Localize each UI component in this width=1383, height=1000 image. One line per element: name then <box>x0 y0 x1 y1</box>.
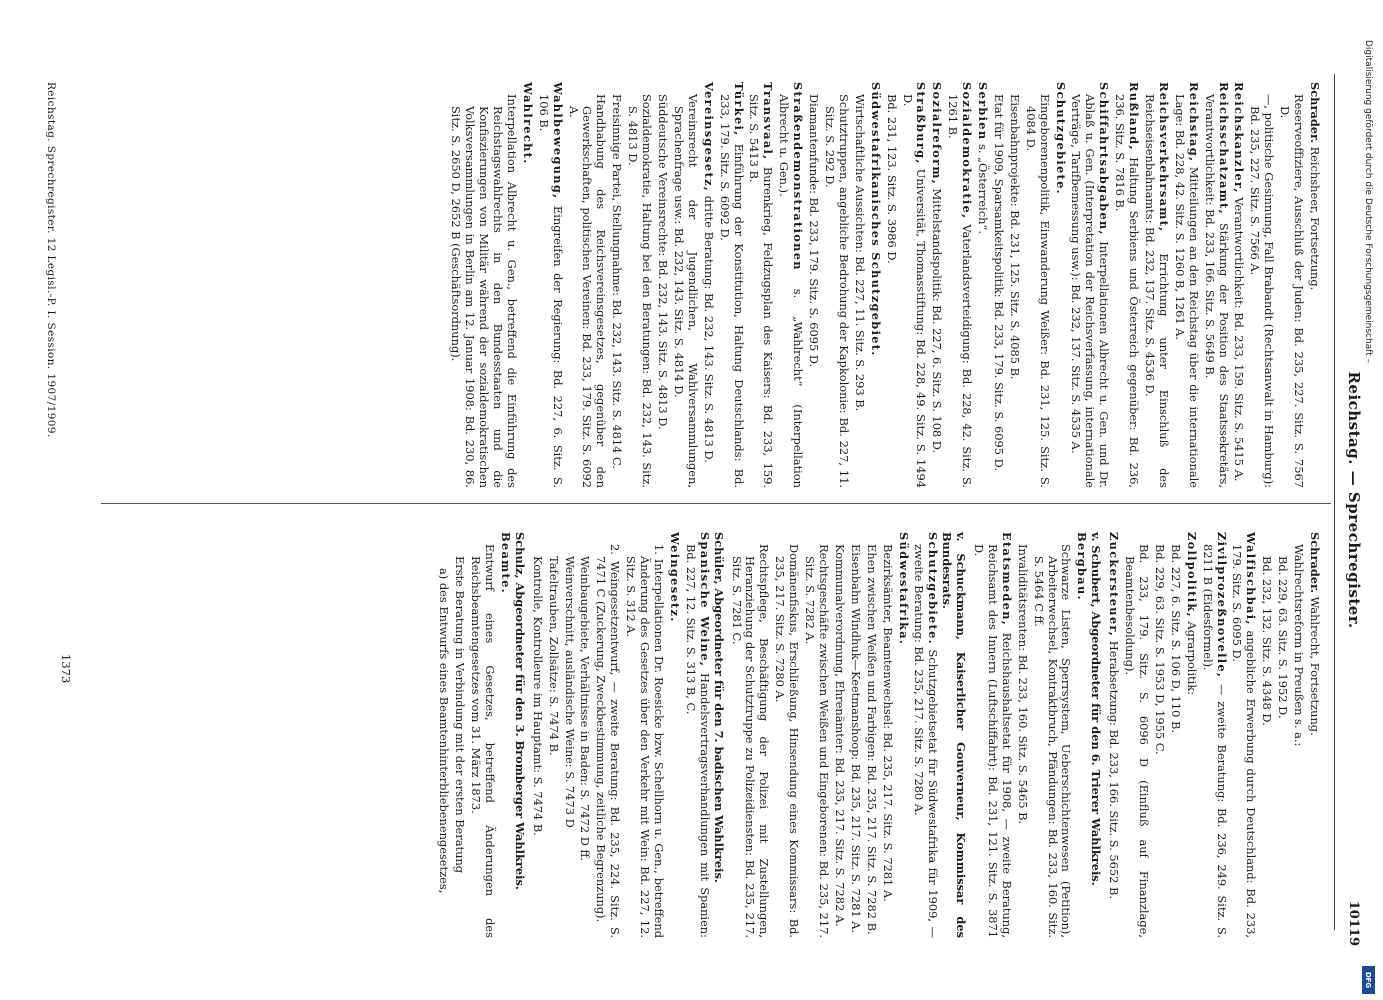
index-entry <box>772 532 800 938</box>
index-entry <box>683 532 711 938</box>
dfg-logo-text: DFG <box>1364 971 1373 989</box>
column-heading <box>1307 532 1321 938</box>
entry-text: Eisenbahn Windhuk—Keetmanshoop: Bd. 235, 217. Sitz. S. 7281 A. <box>848 544 863 934</box>
index-entry <box>1142 82 1170 488</box>
speaker-name: v. Schubert, <box>1089 532 1104 608</box>
page-title: Reichstag. — Sprechregister. <box>1345 371 1363 629</box>
index-entry <box>884 82 898 488</box>
entry-text: 1. Interpellationen Dr. Roesicke bzw. Schellhorn u. Gen., betreffend Änderung des Gesetzes über den Verkehr mit Wein: Bd. 227, 12. Sitz. S. 312 A. <box>624 544 667 938</box>
entry-text: Schutzgebietsetat für Südwestafrika für 1909, — zweite Beratung: Bd. 235, 217. Sitz. S. 7280 A. <box>912 544 941 938</box>
entry-keyword: Zivilprozeßnovelle, <box>1214 532 1229 679</box>
index-entry <box>623 532 665 938</box>
entry-text: Interpellation Albrecht u. Gen., betreffend die Einführung des Reichstagswahlrechts in den Bundesstaaten und die Konfiszierungen von Militär während der sozialdemokratischen Volksversammlungen in Berlin am 12. Januar 1908: Bd. 230, 86. Sitz. S. 2650 D, 2652 B (Geschäftsordnung). <box>449 94 519 488</box>
index-entry <box>1106 532 1120 938</box>
index-entry <box>848 532 862 938</box>
index-entry <box>448 82 518 488</box>
entry-text: Haltung Serbiens und Österreich gegenüber: Bd. 236, 236. Sitz. S. 7816 B. <box>1113 94 1142 488</box>
page-number: 10119 <box>1346 900 1361 946</box>
index-entry <box>822 82 850 488</box>
entry-text: Handhabung des Reichsvereinsgesetzes, gegenüber den Gewerkschaften, politischen Vereinen: Bd. 233, 179. Sitz. S. 6092 A. <box>566 94 609 488</box>
index-entry <box>1007 82 1021 488</box>
heading-text: Wahlrecht, Fortsetzung. <box>1308 592 1322 736</box>
speaker-name: v. Schuckmann, <box>954 532 969 640</box>
index-entry <box>1053 82 1067 488</box>
entry-text: Ehen zwischen Weißen und Farbigen: Bd. 235, 217. Sitz. S. 7282 B. <box>864 544 879 935</box>
index-entry <box>991 82 1005 488</box>
entry-list <box>530 532 711 938</box>
entry-text: Erste Beratung in Verbindung mit der ersten Beratung <box>453 556 468 874</box>
index-entry <box>452 532 466 938</box>
index-entry <box>655 82 669 488</box>
index-entry <box>868 82 882 488</box>
bottom-page-number: 1373 <box>59 654 73 684</box>
entry-text: dritte Beratung: Bd. 232, 143. Sitz. S. 4813 D. <box>701 192 716 463</box>
entry-keyword: Rußland, <box>1127 82 1142 151</box>
index-entry <box>520 82 534 488</box>
entry-text: — zweite Beratung: Bd. 236, 249. Sitz. S. 8211 B (Eidesformel). <box>1200 544 1229 938</box>
index-entry <box>701 82 715 488</box>
index-entry <box>436 532 450 938</box>
entry-text: Wirtschaftliche Aussichten: Bd. 227, 11. Sitz. S. 293 B. <box>852 94 867 412</box>
column-heading <box>1307 82 1321 488</box>
entry-text: Bd. 229, 63. Sitz. S. 1952 D. <box>1276 556 1291 719</box>
entry-text: Handelsvertragsverhandlungen mit Spanien: Bd. 227, 12. Sitz. S. 313 B, C. <box>683 544 712 938</box>
index-entry <box>546 532 560 938</box>
entry-text: Kommunalverordnung, Ehrenämter: Bd. 235, 217. Sitz. S. 7282 A. <box>832 544 847 927</box>
entry-text: Bd. 232, 132. Sitz. S. 4348 D. <box>1260 556 1275 726</box>
index-entry <box>896 532 910 938</box>
entry-list <box>436 532 512 938</box>
index-entry <box>578 532 592 938</box>
entry-keyword: Reichsschatzamt, <box>1216 82 1231 215</box>
entry-keyword: Zollpolitik, <box>1184 532 1199 618</box>
entry-text: Entwurf eines Gesetzes, betreffend Änderungen des Reichsbeamtengesetzes vom 31. März 1873. <box>469 544 498 938</box>
index-entry <box>929 82 943 488</box>
speaker-heading <box>512 532 526 938</box>
heading-text: Reichsheer, Fortsetzung. <box>1308 142 1322 291</box>
entry-keyword: Südwestafrikanisches Schutzgebiet. <box>868 82 883 357</box>
entry-text: Stärkung der Position des Staatssekretärs, Verantwortlichkeit: Bd. 233, 166. Sitz. S. 5649 B. <box>1202 94 1231 488</box>
index-entry <box>864 532 878 938</box>
index-entry <box>671 82 699 488</box>
entry-keyword: Bergbau. <box>1075 532 1090 601</box>
index-entry <box>1015 532 1029 938</box>
index-entry <box>1230 532 1258 938</box>
entry-text: Diamantenfunde: Bd. 233, 179. Sitz. S. 6095 D. <box>807 94 822 368</box>
entry-text: —, politische Gesinnung, Fall Brabandt (Rechtsanwalt in Hamburg): Bd. 235, 227. Sitz. S. 7566 A. <box>1248 94 1277 488</box>
entry-text: Kontrolle, Kontrolleure im Hauptamt: S. 7474 B. <box>530 556 545 836</box>
index-entry <box>1275 532 1289 938</box>
entry-text: Sozialdemokratie, Haltung bei den Beratungen: Bd. 232, 143. Sitz. S. 4813 D. <box>626 94 655 488</box>
entry-keyword: Sozialreform, <box>930 82 945 185</box>
index-entry <box>802 532 830 938</box>
entry-text: Interpellationen Albrecht u. Gen. und Dr. Ablaß u. Gen. (Interpretation der Reichsverfassung, internationale Verträge, Tarifbemessung usw.): Bd. 232, 137. Sitz. S. 4535 A. <box>1069 94 1112 488</box>
index-entry <box>498 532 512 938</box>
index-entry <box>562 532 576 938</box>
index-entry <box>747 82 775 488</box>
index-entry <box>1069 82 1111 488</box>
speaker-heading <box>711 532 725 938</box>
entry-text: Invaliditätsrenten: Bd. 233, 160. Sitz. S. 5465 B. <box>1015 544 1030 825</box>
credit-text: Digitalisierung gefördert durch die Deutsche Forschungsgemeinschaft – <box>1363 40 1373 364</box>
index-entry <box>1202 82 1230 488</box>
entry-text: Einführung der Konstitution, Haltung Deutschlands: Bd. 233, 179. Sitz. S. 6092 D. <box>717 94 746 488</box>
entry-keyword: Serbien <box>976 82 991 141</box>
entry-text: Domänenfiskus, Erschließung, Hinsendung eines Kommissars: Bd. 235, 217. Sitz. S. 7280 A. <box>773 544 802 938</box>
speaker-desc: Abgeordneter für den 3. Bromberger Wahlkreis. <box>512 578 527 890</box>
left-column <box>446 82 1321 488</box>
entry-keyword: Reichskanzler, <box>1232 82 1247 194</box>
speaker-desc: Abgeordneter für den 7. badischen Wahlkreis. <box>711 584 726 883</box>
entry-text: angebliche Erwerbung durch Deutschland: Bd. 233, 179. Sitz. S. 6095 D. <box>1230 544 1259 938</box>
entry-text: Bd. 229, 63. Sitz. S. 1953 D, 1955 C. <box>1152 544 1167 755</box>
entry-text: Verantwortlichkeit: Bd. 233, 159. Sitz. S. 5415 A. <box>1232 193 1247 482</box>
entry-text: Mitteilungen an den Reichstag über die internationale Lage: Bd. 228, 42. Sitz. S. 1260 B, 1261 A. <box>1172 94 1201 488</box>
speaker-desc: Kaiserlicher Gouverneur, Kommissar des Bundesrats. <box>940 532 969 939</box>
digitization-credit <box>1361 40 1375 990</box>
index-entry <box>1152 532 1166 938</box>
entry-text: a) des Entwurfs eines Beamtenhinterbliebenengesetzes, <box>437 568 452 894</box>
entry-text: Bd. 227, 6. Sitz. S. 106 D, 110 B. <box>1168 544 1183 733</box>
entry-text: Tafeltrauben, Zollsätze: S. 7474 B. <box>546 556 561 756</box>
entry-list <box>971 532 1088 938</box>
index-entry <box>975 82 989 488</box>
entry-list <box>448 82 1305 488</box>
entry-text: Eisenbahnprojekte: Bd. 231, 125. Sitz. S. 4085 B. <box>1007 94 1022 380</box>
index-entry <box>609 82 623 488</box>
index-entry <box>566 82 608 488</box>
index-entry <box>900 82 928 488</box>
entry-text: s. „Österreich“. <box>976 140 991 234</box>
heading-name: Schrader. <box>1308 532 1322 593</box>
entry-keyword: Schutzgebiete. <box>926 532 941 645</box>
entry-text: Süddeutsche Vereinsrechte: Bd. 232, 143. Sitz. S. 4813 D. <box>656 94 671 430</box>
entry-text: Rechtspflege, Beschäftigung der Polizei mit Zustellungen, Heranziehung der Schutztruppe zu Polizeidiensten: Bd. 235, 217. Sitz. S. 7281 C. <box>729 544 772 938</box>
speaker-name: Schulz, <box>512 532 527 579</box>
entry-keyword: Wahlbewegung, <box>550 82 565 200</box>
entry-keyword: Beamte. <box>498 532 513 594</box>
index-entry <box>594 532 622 938</box>
entry-keyword: Reichsverkehrsamt, <box>1156 82 1171 233</box>
entry-text: Burenkrieg, Feldzugsplan des Kaisers: Bd. 233, 159. Sitz. S. 5413 B. <box>747 94 776 488</box>
entry-keyword: Straßendemonstrationen <box>791 82 806 271</box>
index-entry <box>1200 532 1228 938</box>
index-entry <box>852 82 866 488</box>
entry-text: Rechtsgeschäfte zwischen Weißen und Eingeborenen: Bd. 235, 217. Sitz. S. 7282 A. <box>803 544 831 938</box>
index-entry <box>1259 532 1273 938</box>
heading-name: Schrader. <box>1308 82 1322 143</box>
entry-text: Vaterlandsverteidigung: Bd. 228, 42. Sitz. S. 1261 B. <box>946 94 975 488</box>
entry-text: Bezirksämter, Beamtenwechsel: Bd. 235, 217. Sitz. S. 7281 A. <box>880 544 895 902</box>
index-entry <box>776 82 804 488</box>
entry-text: Weinbaugebiete, Verhältnisse in Baden: S. 7472 D ff. <box>578 556 593 861</box>
index-entry <box>880 532 894 938</box>
entry-keyword: Zuckersteuer, <box>1107 532 1122 638</box>
entry-text: s. „Wahlrecht“ (Interpellation Albrecht u. Gen.). <box>777 94 806 488</box>
index-entry <box>1291 532 1305 938</box>
speaker-heading <box>1088 532 1102 938</box>
entry-text: Schutztruppen, angebliche Bedrohung der Kapkolonie: Bd. 227, 11. Sitz. S. 292 D. <box>823 94 851 488</box>
index-entry <box>912 532 940 938</box>
entry-keyword: Schiffahrtsabgaben, <box>1097 82 1112 236</box>
entry-keyword: Transvaal, <box>761 82 776 161</box>
index-entry <box>1184 532 1198 938</box>
entry-list <box>729 532 940 938</box>
entry-text: Bd. 233, 179. Sitz. S. 6096 D (Einfluß auf Finanzlage, Beamtenbesoldung). <box>1123 544 1152 938</box>
index-entry <box>468 532 496 938</box>
index-entry <box>1232 82 1246 488</box>
index-entry <box>530 532 544 938</box>
index-entry <box>1172 82 1200 488</box>
entry-text: Errichtung unter Einschluß des Reichseisenbahnamts: Bd. 232, 137. Sitz. S. 4536 D. <box>1143 94 1171 488</box>
index-entry <box>1277 82 1305 488</box>
entry-text: Schwarze Listen, Sperrsystem, Ueberschichtenwesen (Petition), Arbeiterwechsel, Kontraktbruch, Pfändungen: Bd. 233, 160. Sitz. S. 5464 C ff. <box>1031 544 1074 938</box>
index-entry <box>1023 82 1051 488</box>
page-footer: Reichstag. Sprechregister. 12 Legisl.-P. I. Session. 1907/1909. <box>45 82 57 438</box>
dfg-logo <box>1362 966 1375 994</box>
index-entry <box>1247 82 1275 488</box>
entry-text: Eingreifen der Regierung: Bd. 227, 6. Sitz. S. 106 B. <box>536 94 565 488</box>
index-entry <box>536 82 564 488</box>
entry-keyword: Schutzgebiete. <box>1053 82 1068 195</box>
entry-text: 2. Weingesetzentwurf, — zweite Beratung: Bd. 235, 224. Sitz. S. 7471 C (Zuckerung, Zweckbestimmung, zeitliche Begrenzung). <box>594 544 623 938</box>
entry-text: Weinverschnitt, ausländische Weine: S. 7473 D <box>562 556 577 828</box>
entry-text: Herabsetzung: Bd. 233, 166. Sitz. S. 5652 B. <box>1107 637 1122 899</box>
speaker-desc: Abgeordneter für den 6. Trierer Wahlkreis. <box>1089 607 1104 886</box>
entry-text: Eingeborenenpolitik, Einwanderung Weißer: Bd. 231, 125. Sitz. S. 4084 D. <box>1023 94 1052 488</box>
speaker-name: Schüler, <box>711 532 726 585</box>
index-entry <box>1075 532 1089 938</box>
speaker-heading <box>939 532 967 938</box>
index-entry <box>1031 532 1073 938</box>
index-entry <box>806 82 820 488</box>
index-entry <box>1112 82 1140 488</box>
right-column <box>434 532 1321 938</box>
entry-keyword: Sozialdemokratie, <box>960 82 975 220</box>
entry-text: Reserveoffiziere, Ausschluß der Juden: Bd. 235, 227. Sitz. S. 7567 D. <box>1278 94 1307 488</box>
entry-text: Etat für 1909, Sparsamkeitspolitik: Bd. 233, 179. Sitz. S. 6095 D. <box>991 94 1006 471</box>
index-entry <box>625 82 653 488</box>
entry-text: Reichshaushaltsetat für 1908, — zweite Beratung, Reichsamt des Innern (Luftschiffahrt): Bd. 231, 121. Sitz. S. 3871 D. <box>972 544 1014 938</box>
entry-text: Freisinnige Partei, Stellungnahme: Bd. 232, 143. Sitz. S. 4814 C. <box>610 94 625 469</box>
entry-text: Universität, Thomasstiftung: Bd. 228, 49. Sitz. S. 1494 D. <box>900 94 929 488</box>
entry-keyword: Walfischbai, <box>1244 532 1259 626</box>
entry-keyword: Wahlrecht. <box>520 82 535 165</box>
entry-keyword: Reichstag, <box>1186 82 1201 163</box>
index-entry <box>729 532 771 938</box>
entry-keyword: Weingesetz. <box>667 532 682 623</box>
entry-text: Mittelstandspolitik: Bd. 227, 6. Sitz. S. 108 D. <box>930 185 945 454</box>
entry-keyword: Straßburg, <box>914 82 929 165</box>
entry-list <box>1106 532 1305 938</box>
index-entry <box>1168 532 1182 938</box>
index-entry <box>667 532 681 938</box>
column-divider <box>101 503 1331 504</box>
entry-text: Agrarpolitik: <box>1184 617 1199 696</box>
index-entry <box>832 532 846 938</box>
index-entry <box>945 82 973 488</box>
entry-text: Bd. 231, 123. Sitz. S. 3986 D. <box>884 94 899 264</box>
header-rule <box>1334 74 1335 930</box>
index-entry <box>971 532 1013 938</box>
entry-keyword: Türkei, <box>731 82 746 137</box>
entry-text: Vereinsrecht der Jugendlichen, Wahlversammlungen, Sprachenfrage usw.: Bd. 232, 143. Sitz. S. 4814 D. <box>671 94 700 488</box>
entry-keyword: Vereinsgesetz, <box>701 82 716 193</box>
entry-keyword: Etatsmeden, <box>999 532 1014 627</box>
index-entry <box>717 82 745 488</box>
entry-text: Wahlrechtsreform in Preußen s. a.: <box>1292 544 1307 747</box>
entry-keyword: Spanische Weine, <box>697 532 712 668</box>
index-entry <box>1122 532 1150 938</box>
entry-keyword: Südwestafrika. <box>896 532 911 646</box>
